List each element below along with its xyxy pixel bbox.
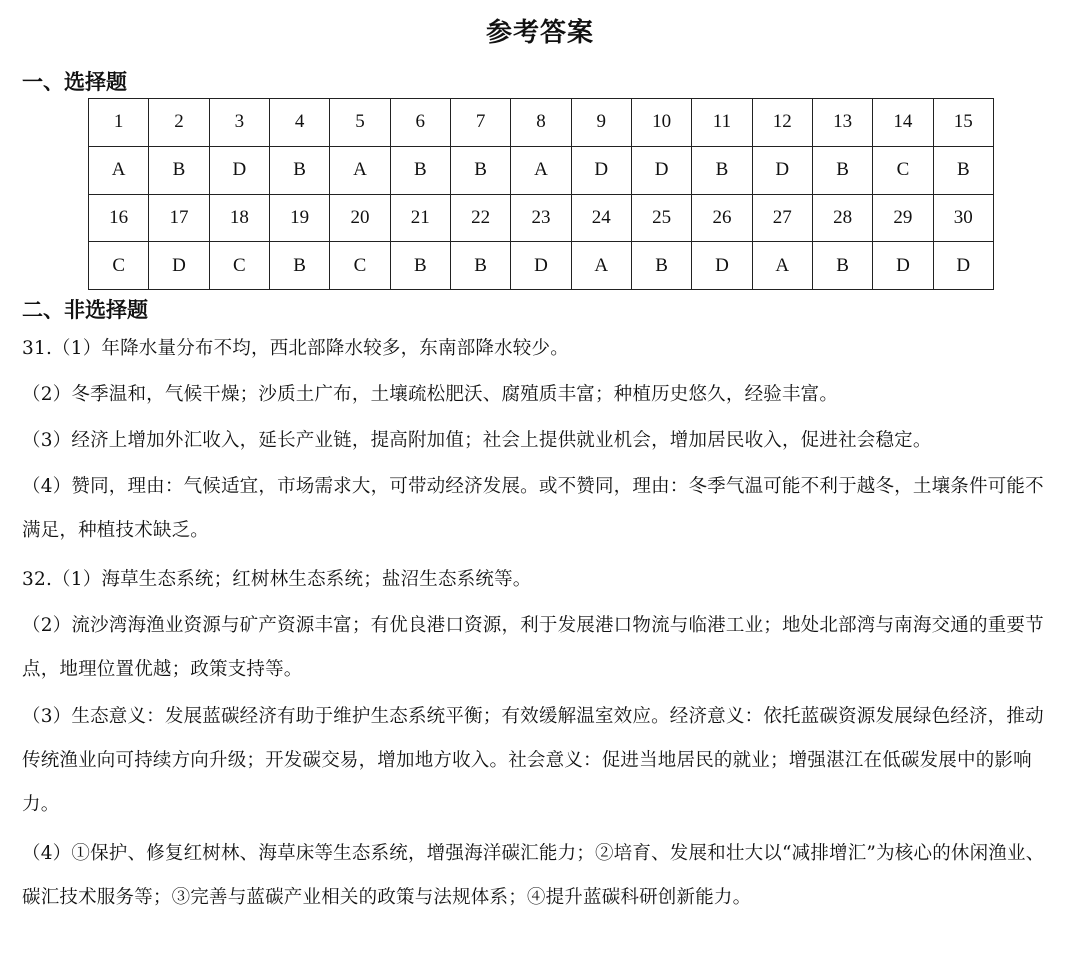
- section-heading-multiple-choice: 一、选择题: [22, 70, 127, 94]
- answer-cell: B: [149, 146, 209, 194]
- answer-cell: A: [752, 242, 812, 290]
- answer-cell: B: [812, 242, 872, 290]
- answer-cell: A: [511, 146, 571, 194]
- question-number-row: [89, 99, 994, 147]
- question-number-cell: 10: [631, 99, 691, 147]
- q31-part1: 31.（1）年降水量分布不均，西北部降水较多，东南部降水较少。: [22, 338, 569, 359]
- question-number-cell: 2: [149, 99, 209, 147]
- q31-part3: （3）经济上增加外汇收入，延长产业链，提高附加值；社会上提供就业机会，增加居民收入，促进社会稳定。: [22, 430, 932, 451]
- answer-cell: D: [631, 146, 691, 194]
- question-number-cell: 8: [511, 99, 571, 147]
- question-number-cell: 4: [269, 99, 329, 147]
- question-number-cell: 20: [330, 194, 390, 242]
- answer-cell: A: [330, 146, 390, 194]
- question-number-cell: 24: [571, 194, 631, 242]
- answer-cell: D: [692, 242, 752, 290]
- answer-row: [89, 242, 994, 290]
- answer-table: [88, 98, 994, 290]
- answer-cell: D: [571, 146, 631, 194]
- question-number-cell: 18: [209, 194, 269, 242]
- answer-cell: C: [209, 242, 269, 290]
- question-number-cell: 6: [390, 99, 450, 147]
- question-number-cell: 14: [873, 99, 933, 147]
- question-number-cell: 23: [511, 194, 571, 242]
- question-number-cell: 27: [752, 194, 812, 242]
- question-number-cell: 12: [752, 99, 812, 147]
- answer-cell: B: [450, 146, 510, 194]
- question-number-cell: 22: [450, 194, 510, 242]
- answer-cell: B: [450, 242, 510, 290]
- question-number-cell: 29: [873, 194, 933, 242]
- answer-cell: D: [209, 146, 269, 194]
- answer-cell: A: [571, 242, 631, 290]
- answer-cell: B: [269, 146, 329, 194]
- q32-part3: （3）生态意义：发展蓝碳经济有助于维护生态系统平衡；有效缓解温室效应。经济意义：依托蓝碳资源发展绿色经济，推动传统渔业向可持续方向升级；开发碳交易，增加地方收入。社会意义：促进当地居民的就业；增强湛江在低碳发展中的影响力。: [22, 706, 1044, 815]
- q31-part4: （4）赞同，理由：气候适宜，市场需求大，可带动经济发展。或不赞同，理由：冬季气温可能不利于越冬，土壤条件可能不满足，种植技术缺乏。: [22, 476, 1044, 541]
- answer-cell: A: [89, 146, 149, 194]
- question-number-cell: 16: [89, 194, 149, 242]
- answer-cell: D: [752, 146, 812, 194]
- question-number-cell: 5: [330, 99, 390, 147]
- answer-cell: D: [933, 242, 993, 290]
- answer-cell: B: [390, 146, 450, 194]
- answer-row: [89, 146, 994, 194]
- question-number-cell: 7: [450, 99, 510, 147]
- question-number-row: [89, 194, 994, 242]
- question-number-cell: 25: [631, 194, 691, 242]
- answer-cell: B: [933, 146, 993, 194]
- answer-cell: B: [390, 242, 450, 290]
- answer-cell: C: [330, 242, 390, 290]
- answer-cell: D: [511, 242, 571, 290]
- section-heading-non-choice: 二、非选择题: [22, 298, 148, 322]
- question-number-cell: 28: [812, 194, 872, 242]
- question-number-cell: 15: [933, 99, 993, 147]
- answer-cell: B: [269, 242, 329, 290]
- question-number-cell: 26: [692, 194, 752, 242]
- answer-cell: D: [149, 242, 209, 290]
- answer-cell: C: [873, 146, 933, 194]
- question-number-cell: 19: [269, 194, 329, 242]
- question-number-cell: 1: [89, 99, 149, 147]
- question-number-cell: 21: [390, 194, 450, 242]
- q32-part2: （2）流沙湾海渔业资源与矿产资源丰富；有优良港口资源，利于发展港口物流与临港工业；地处北部湾与南海交通的重要节点，地理位置优越；政策支持等。: [22, 615, 1044, 680]
- question-number-cell: 9: [571, 99, 631, 147]
- q32-part4: （4）①保护、修复红树林、海草床等生态系统，增强海洋碳汇能力；②培育、发展和壮大以“减排增汇”为核心的休闲渔业、碳汇技术服务等；③完善与蓝碳产业相关的政策与法规体系；④提升蓝碳科研创新能力。: [22, 843, 1045, 908]
- page-title: 参考答案: [485, 18, 594, 48]
- question-number-cell: 13: [812, 99, 872, 147]
- answer-cell: C: [89, 242, 149, 290]
- answer-cell: B: [631, 242, 691, 290]
- question-number-cell: 17: [149, 194, 209, 242]
- question-number-cell: 30: [933, 194, 993, 242]
- answer-cell: D: [873, 242, 933, 290]
- q31-part2: （2）冬季温和，气候干燥；沙质土广布，土壤疏松肥沃、腐殖质丰富；种植历史悠久，经验丰富。: [22, 384, 839, 405]
- q32-part1: 32.（1）海草生态系统；红树林生态系统；盐沼生态系统等。: [22, 569, 532, 590]
- answer-cell: B: [812, 146, 872, 194]
- question-number-cell: 3: [209, 99, 269, 147]
- answer-table-body: [89, 99, 994, 290]
- question-number-cell: 11: [692, 99, 752, 147]
- answer-cell: B: [692, 146, 752, 194]
